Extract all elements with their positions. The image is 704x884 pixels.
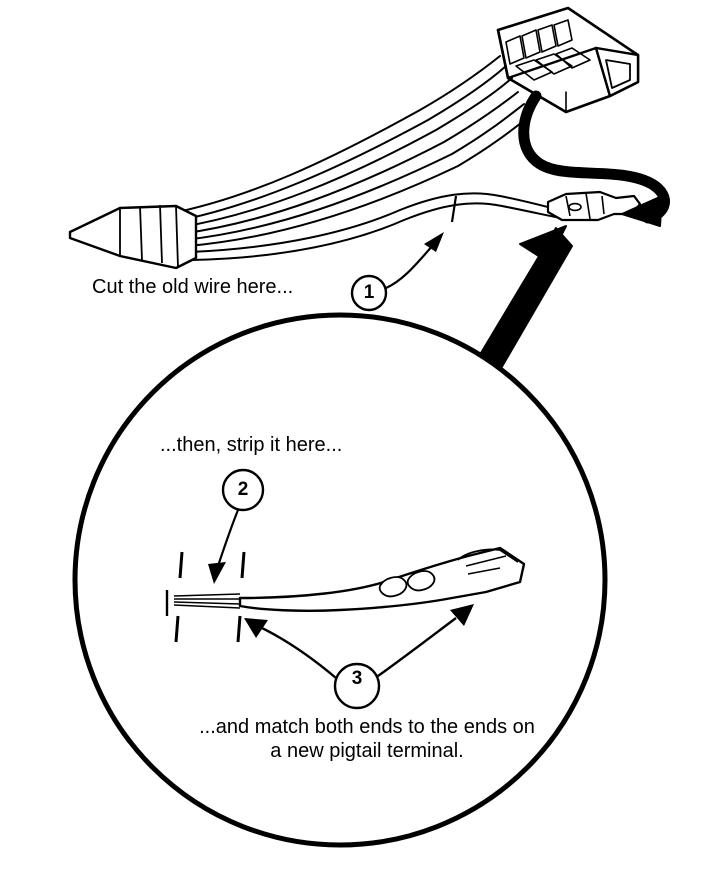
detail-circle: [75, 315, 605, 845]
caption-match-ends: ...and match both ends to the ends on a new pigtail terminal.: [199, 716, 535, 762]
callout-1-number: 1: [363, 282, 375, 303]
harness-sheath: [70, 205, 196, 268]
callout-3-number: 3: [351, 668, 363, 689]
caption-strip-wire: ...then, strip it here...: [160, 434, 343, 456]
wire-harness: [168, 56, 572, 260]
callout-2-number: 2: [237, 479, 249, 500]
cut-mark: [452, 196, 456, 222]
connector-assembly: [498, 8, 638, 112]
caption-cut-wire: Cut the old wire here...: [92, 276, 294, 298]
detail-view-arrow: [478, 226, 572, 370]
